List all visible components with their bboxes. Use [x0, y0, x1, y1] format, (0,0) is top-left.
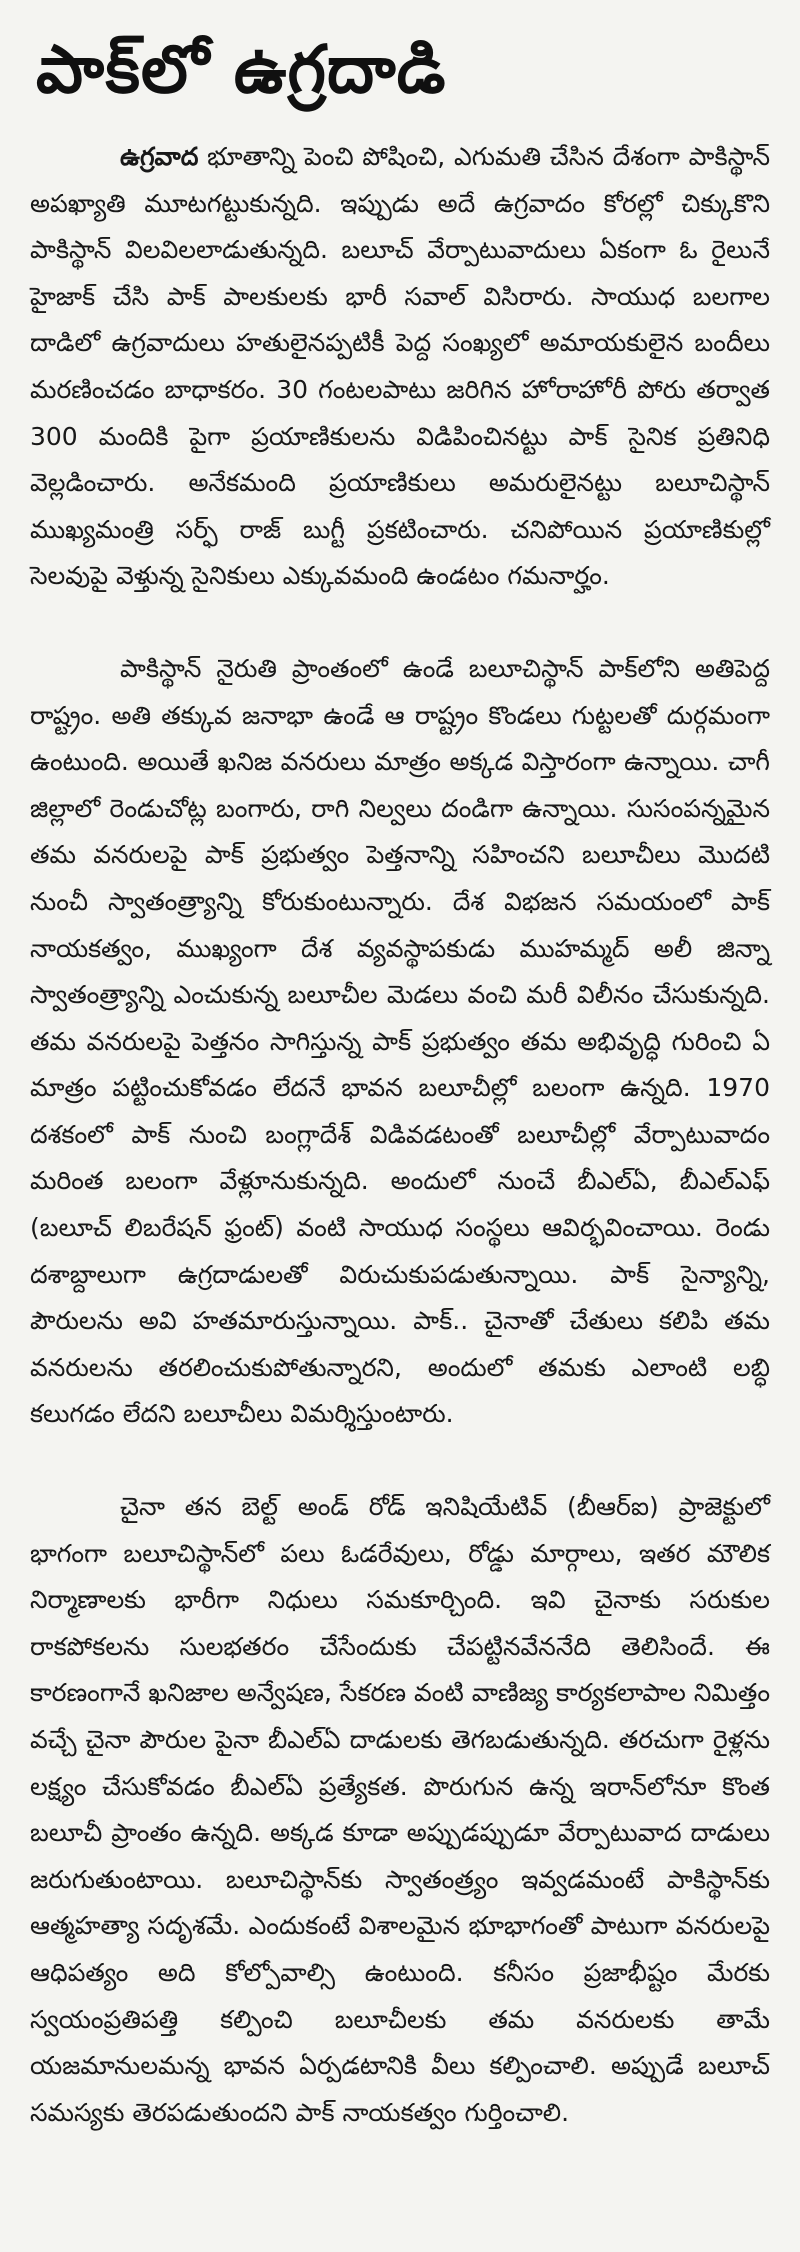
paragraph-2: పాకిస్థాన్ నైరుతి ప్రాంతంలో ఉండే బలూచిస్థాన్ పాక్‌లోని అతిపెద్ద రాష్ట్రం. అతి తక్కువ జనాభా ఉండే ఆ రాష్ట్రం కొండలు గుట్టలతో దుర్గమంగా ఉంటుంది. అయితే ఖనిజ వనరులు మాత్రం అక్కడ విస్తారంగా ఉన్నాయి. చాగీ జిల్లాలో రెండుచోట్ల బంగారు, రాగి నిల్వలు దండిగా ఉన్నాయి. సుసంపన్నమైన తమ వనరులపై పాక్ ప్రభుత్వం పెత్తనాన్ని సహించని బలూచీలు మొదటి నుంచీ స్వాతంత్ర్యాన్ని కోరుకుంటున్నారు. దేశ విభజన సమయంలో పాక్ నాయకత్వం, ముఖ్యంగా దేశ వ్యవస్థాపకుడు ముహమ్మద్ అలీ జిన్నా స్వాతంత్ర్యాన్ని ఎంచుకున్న బలూచీల మెడలు వంచి మరీ విలీనం చేసుకున్నది. తమ వనరులపై పెత్తనం సాగిస్తున్న పాక్ ప్రభుత్వం తమ అభివృద్ధి గురించి ఏ మాత్రం పట్టించుకోవడం లేదనే భావన బలూచీల్లో బలంగా ఉన్నది. 1970 దశకంలో పాక్ నుంచి బంగ్లాదేశ్ విడివడటంతో బలూచీల్లో వేర్పాటువాదం మరింత బలంగా వేళ్లూనుకున్నది. అందులో నుంచే బీఎల్ఏ, బీఎల్ఎఫ్ (బలూచ్ లిబరేషన్ ఫ్రంట్) వంటి సాయుధ సంస్థలు ఆవిర్భవించాయి. రెండు దశాబ్దాలుగా ఉగ్రదాడులతో విరుచుకుపడుతున్నాయి. పాక్ సైన్యాన్ని, పౌరులను అవి హతమారుస్తున్నాయి. పాక్.. చైనాతో చేతులు కలిపి తమ వనరులను తరలించుకుపోతున్నారని, అందులో తమకు ఎలాంటి లబ్ధి కలుగడం లేదని బలూచీలు విమర్శిస్తుంటారు.	[30, 653, 770, 1429]
paragraph-1-text: భూతాన్ని పెంచి పోషించి, ఎగుమతి చేసిన దేశంగా పాకిస్థాన్ అపఖ్యాతి మూటగట్టుకున్నది. ఇప్పుడు అదే ఉగ్రవాదం కోరల్లో చిక్కుకొని పాకిస్థాన్ విలవిలలాడుతున్నది. బలూచ్ వేర్పాటువాదులు ఏకంగా ఓ రైలునే హైజాక్ చేసి పాక్ పాలకులకు భారీ సవాల్ విసిరారు. సాయుధ బలగాల దాడిలో ఉగ్రవాదులు హతులైనప్పటికీ పెద్ద సంఖ్యలో అమాయకులైన బందీలు మరణించడం బాధాకరం. 30 గంటలపాటు జరిగిన హోరాహోరీ పోరు తర్వాత 300 మందికి పైగా ప్రయాణికులను విడిపించినట్టు పాక్ సైనిక ప్రతినిధి వెల్లడించారు. అనేకమంది ప్రయాణికులు అమరులైనట్టు బలూచిస్థాన్ ముఖ్యమంత్రి సర్ఫ్ రాజ్ బుగ్టీ ప్రకటించారు. చనిపోయిన ప్రయాణికుల్లో సెలవుపై వెళ్తున్న సైనికులు ఎక్కువమంది ఉండటం గమనార్హం.	[30, 142, 770, 591]
lead-word: ఉగ్రవాద	[120, 142, 199, 171]
article-body	[30, 134, 770, 2136]
headline: పాక్‌లో ఉగ్రదాడి	[36, 31, 447, 108]
paragraph-3: చైనా తన బెల్ట్ అండ్ రోడ్ ఇనిషియేటివ్ (బీఆర్ఐ) ప్రాజెక్టులో భాగంగా బలూచిస్థాన్‌లో పలు ఓడరేవులు, రోడ్డు మార్గాలు, ఇతర మౌలిక నిర్మాణాలకు భారీగా నిధులు సమకూర్చింది. ఇవి చైనాకు సరుకుల రాకపోకలను సులభతరం చేసేందుకు చేపట్టినవేననేది తెలిసిందే. ఈ కారణంగానే ఖనిజాల అన్వేషణ, సేకరణ వంటి వాణిజ్య కార్యకలాపాల నిమిత్తం వచ్చే చైనా పౌరుల పైనా బీఎల్ఏ దాడులకు తెగబడుతున్నది. తరచుగా రైళ్లను లక్ష్యం చేసుకోవడం బీఎల్ఏ ప్రత్యేకత. పొరుగున ఉన్న ఇరాన్‌లోనూ కొంత బలూచీ ప్రాంతం ఉన్నది. అక్కడ కూడా అప్పుడప్పుడూ వేర్పాటువాద దాడులు జరుగుతుంటాయి. బలూచిస్థాన్‌కు స్వాతంత్ర్యం ఇవ్వడమంటే పాకిస్థాన్‌కు ఆత్మహత్యా సదృశమే. ఎందుకంటే విశాలమైన భూభాగంతో పాటుగా వనరులపై ఆధిపత్యం అది కోల్పోవాల్సి ఉంటుంది. కనీసం ప్రజాభీష్టం మేరకు స్వయంప్రతిపత్తి కల్పించి బలూచీలకు తమ వనరులకు తామే యజమానులమన్న భావన ఏర్పడటానికి వీలు కల్పించాలి. అప్పుడే బలూచ్ సమస్యకు తెరపడుతుందని పాక్ నాయకత్వం గుర్తించాలి.	[30, 1492, 770, 2127]
paragraph-1	[30, 134, 770, 600]
